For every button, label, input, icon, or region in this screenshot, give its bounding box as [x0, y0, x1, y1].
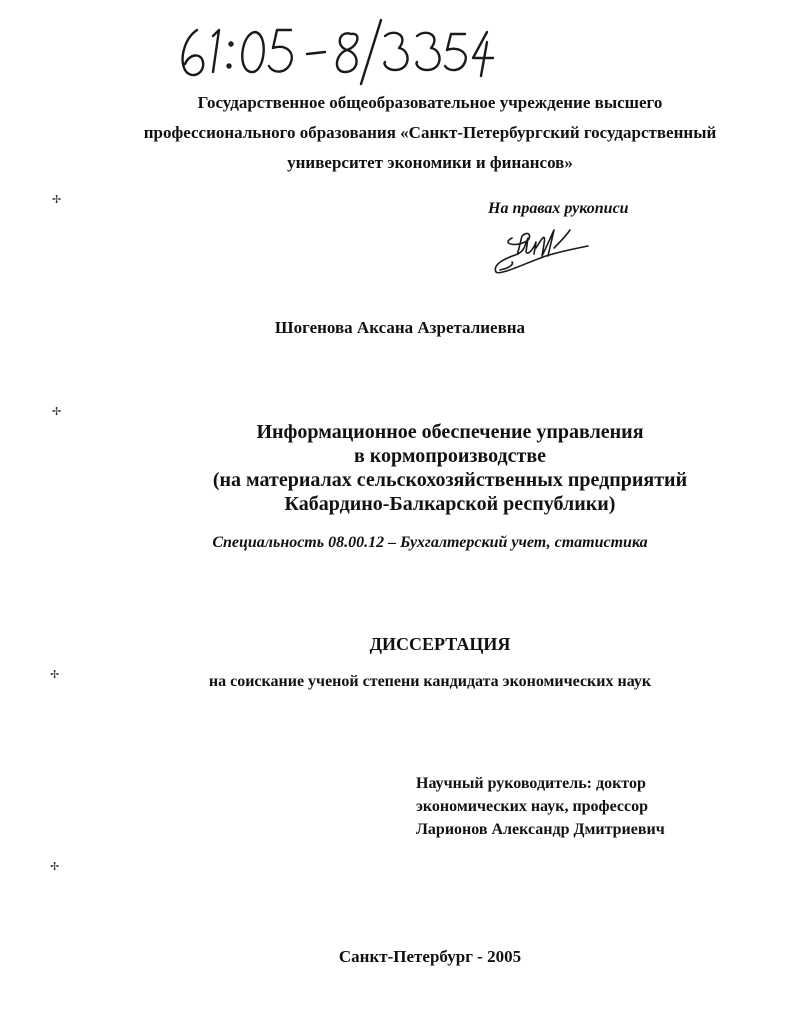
scan-mark: ✢ — [50, 860, 60, 873]
institution-line-1: Государственное общеобразовательное учреждение высшего — [197, 93, 663, 112]
institution-line-3: университет экономики и финансов» — [287, 153, 573, 172]
supervisor-line-2: экономических наук, профессор — [416, 798, 649, 815]
title-line-4: Кабардино-Балкарской республики) — [284, 493, 616, 515]
scan-mark: ✢ — [52, 405, 62, 418]
document-type: ДИССЕРТАЦИЯ — [369, 634, 511, 654]
supervisor-line-1: Научный руководитель: доктор — [416, 775, 646, 792]
rights-note: На правах рукописи — [488, 200, 629, 217]
specialty: Специальность 08.00.12 – Бухгалтерский учет, статистика — [212, 534, 648, 551]
dissertation-title — [200, 420, 700, 516]
scan-mark: ✢ — [52, 193, 62, 206]
scan-mark: ✢ — [50, 668, 60, 681]
supervisor-block — [416, 772, 665, 841]
author-name: Шогенова Аксана Азреталиевна — [274, 318, 526, 337]
institution-name — [120, 88, 740, 178]
degree-statement: на соискание ученой степени кандидата экономических наук — [208, 673, 652, 690]
supervisor-line-3: Ларионов Александр Дмитриевич — [416, 821, 665, 838]
title-line-1: Информационное обеспечение управления — [256, 421, 644, 443]
signature-image — [488, 218, 598, 278]
title-line-3: (на материалах сельскохозяйственных предприятий — [212, 469, 688, 491]
city-year: Санкт-Петербург - 2005 — [338, 947, 522, 966]
title-line-2: в кормопроизводстве — [353, 445, 547, 467]
handwritten-archive-code — [175, 8, 495, 88]
institution-line-2: профессионального образования «Санкт-Петербургский государственный — [143, 123, 717, 142]
